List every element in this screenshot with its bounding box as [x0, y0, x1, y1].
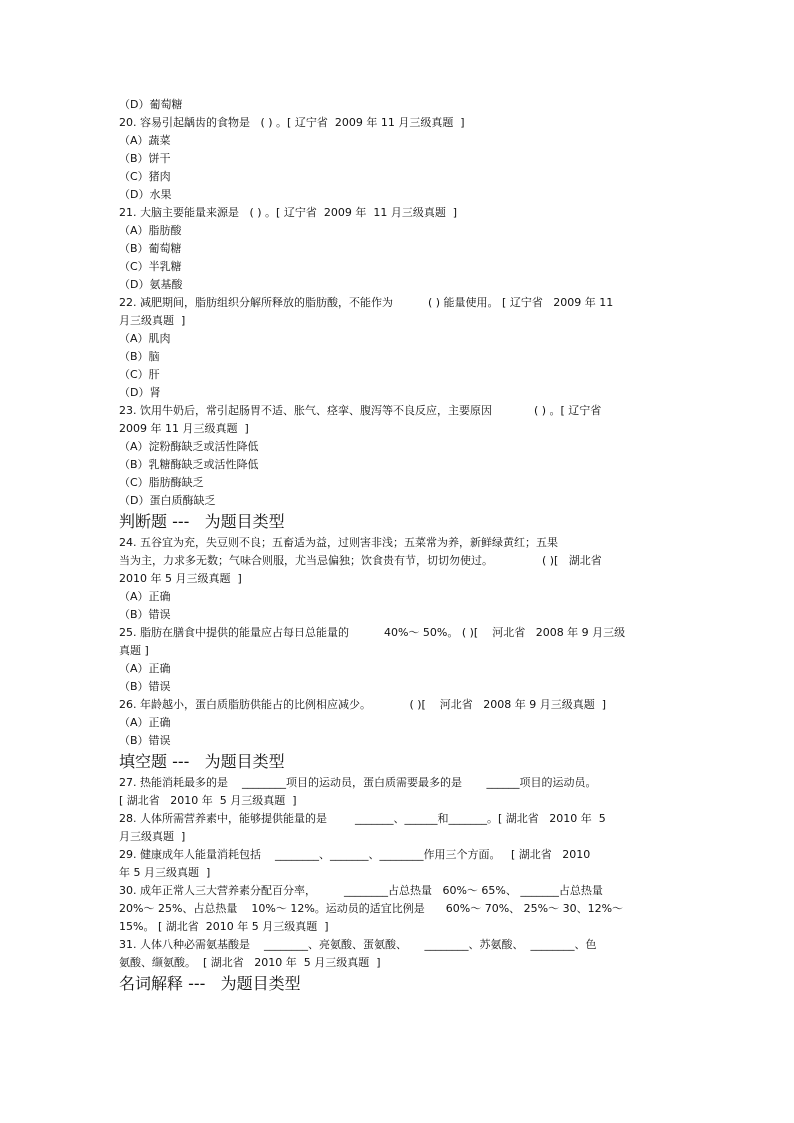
answer-option: （B）错误	[119, 734, 171, 747]
question-line: 30. 成年正常人三大营养素分配百分率， ________占总热量 60%～ 65%、 _______占总热量	[119, 884, 603, 897]
answer-option: （A）脂肪酸	[119, 224, 182, 237]
question-line: 21. 大脑主要能量来源是 ( ) 。[ 辽宁省 2009 年 11 月三级真题 ]	[119, 206, 458, 219]
answer-option: （B）脑	[119, 350, 160, 363]
question-line: 年 5 月三级真题 ]	[119, 866, 211, 879]
answer-option: （A）正确	[119, 662, 171, 675]
question-line: 20%～ 25%、占总热量 10%～ 12%。运动员的适宜比例是 60%～ 70%、 25%～ 30、12%～	[119, 902, 624, 915]
answer-option: （C）半乳糖	[119, 260, 182, 273]
question-line: 月三级真题 ]	[119, 830, 186, 843]
question-line: 29. 健康成年人能量消耗包括 ________、_______、________作用三个方面。 [ 湖北省 2010	[119, 848, 591, 861]
answer-option: （C）肝	[119, 368, 160, 381]
exam-page	[119, 96, 671, 996]
question-line: 24. 五谷宜为充，失豆则不良；五畜适为益，过则害非浅；五菜常为养，新鲜绿黄红；五果	[119, 536, 558, 549]
question-line: 20. 容易引起龋齿的食物是 ( ) 。[ 辽宁省 2009 年 11 月三级真题 ]	[119, 116, 465, 129]
question-line: 月三级真题 ]	[119, 314, 186, 327]
question-line: 当为主，力求多无数；气味合则服，尤当忌偏独；饮食贵有节，切切勿使过。 ( )[ 湖北省	[119, 554, 602, 567]
question-line: 27. 热能消耗最多的是 ________项目的运动员，蛋白质需要最多的是 ______项目的运动员。	[119, 776, 597, 789]
answer-option: （D）氨基酸	[119, 278, 183, 291]
question-line: 31. 人体八种必需氨基酸是 ________、亮氨酸、蛋氨酸、 ________、苏氨酸、 ________、色	[119, 938, 597, 951]
answer-option: （C）脂肪酶缺乏	[119, 476, 204, 489]
question-line: 28. 人体所需营养素中，能够提供能量的是 _______、______和_______。[ 湖北省 2010 年 5	[119, 812, 606, 825]
answer-option: （A）正确	[119, 590, 171, 603]
question-line: 氨酸、缬氨酸。 [ 湖北省 2010 年 5 月三级真题 ]	[119, 956, 381, 969]
question-line: 25. 脂肪在膳食中提供的能量应占每日总能量的 40%～ 50%。 ( )[ 河北省 2008 年 9 月三级	[119, 626, 626, 639]
answer-option: （B）饼干	[119, 152, 171, 165]
answer-option: （D）葡萄糖	[119, 98, 183, 111]
question-line: 2009 年 11 月三级真题 ]	[119, 422, 249, 435]
answer-option: （B）错误	[119, 608, 171, 621]
answer-option: （A）肌肉	[119, 332, 171, 345]
question-line: [ 湖北省 2010 年 5 月三级真题 ]	[119, 794, 297, 807]
answer-option: （C）猪肉	[119, 170, 171, 183]
answer-option: （B）错误	[119, 680, 171, 693]
question-line: 2010 年 5 月三级真题 ]	[119, 572, 242, 585]
answer-option: （D）肾	[119, 386, 161, 399]
question-line: 真题 ]	[119, 644, 149, 657]
question-line: 22. 减肥期间，脂肪组织分解所释放的脂肪酸，不能作为 ( ) 能量使用。 [ 辽宁省 2009 年 11	[119, 296, 614, 309]
question-line: 15%。 [ 湖北省 2010 年 5 月三级真题 ]	[119, 920, 329, 933]
answer-option: （A）蔬菜	[119, 134, 171, 147]
answer-option: （A）淀粉酶缺乏或活性降低	[119, 440, 259, 453]
section-heading: 填空题 --- 为题目类型	[119, 752, 285, 771]
section-heading: 判断题 --- 为题目类型	[119, 512, 285, 531]
section-heading: 名词解释 --- 为题目类型	[119, 974, 301, 993]
answer-option: （D）蛋白质酶缺乏	[119, 494, 216, 507]
answer-option: （A）正确	[119, 716, 171, 729]
question-line: 26. 年龄越小，蛋白质脂肪供能占的比例相应减少。 ( )[ 河北省 2008 年 9 月三级真题 ]	[119, 698, 607, 711]
answer-option: （D）水果	[119, 188, 172, 201]
answer-option: （B）葡萄糖	[119, 242, 182, 255]
answer-option: （B）乳糖酶缺乏或活性降低	[119, 458, 259, 471]
question-line: 23. 饮用牛奶后，常引起肠胃不适、胀气、痉挛、腹泻等不良反应，主要原因 ( ) 。[ 辽宁省	[119, 404, 602, 417]
